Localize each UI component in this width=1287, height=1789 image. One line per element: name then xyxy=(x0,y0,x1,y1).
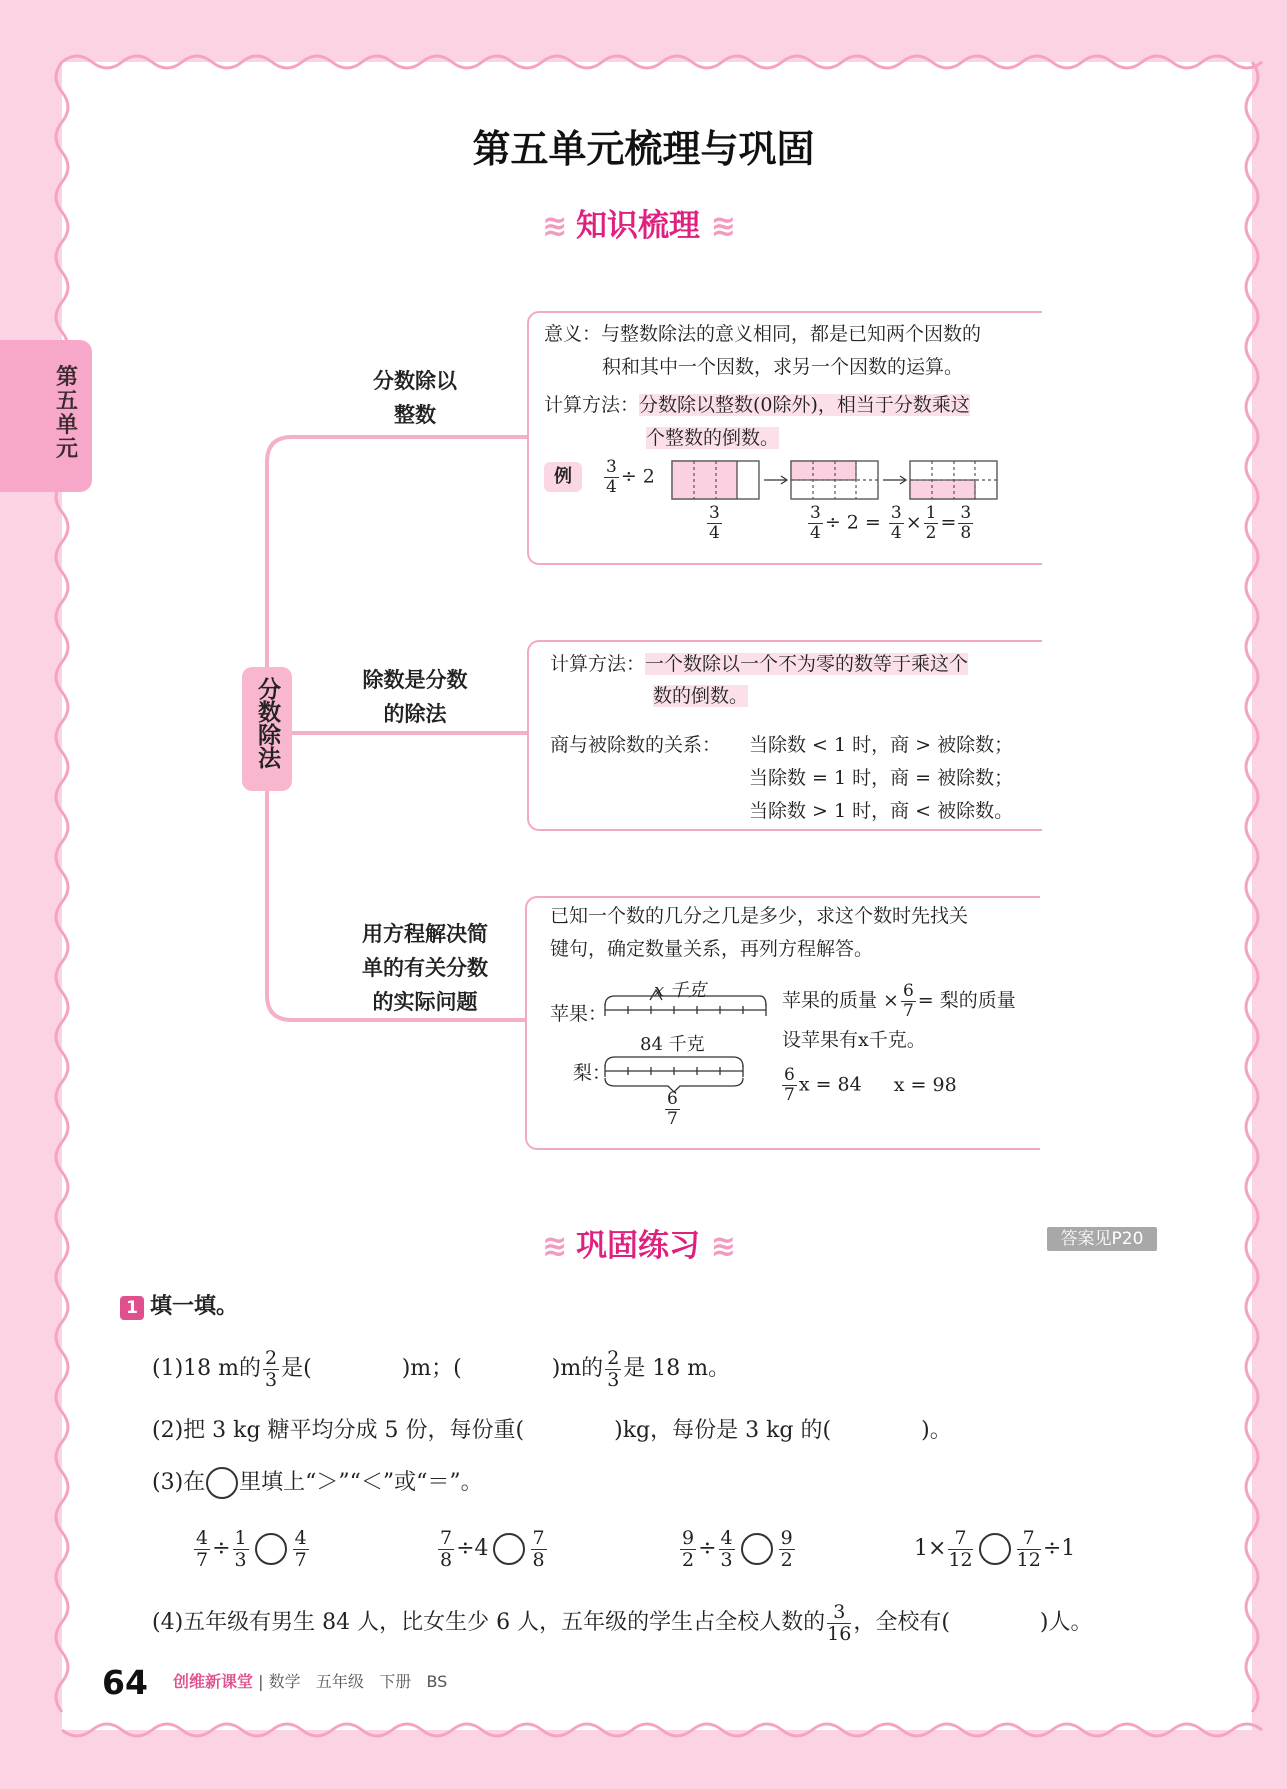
footer-separator: | xyxy=(258,1672,264,1691)
example-solution: $\frac{3}{4}$ ÷ 2 = $\frac{3}{4}$ × $\frac{1}{2}$ = $\frac{3}{8}$ xyxy=(810,503,972,543)
fraction: $\frac{9}{2}$ xyxy=(780,1526,793,1571)
fraction: $\frac{9}{2}$ xyxy=(682,1526,695,1571)
method-text: 分数除以整数(0除外)，相当于分数乘这 xyxy=(639,394,970,416)
branch3-equation: $\frac{6}{7}$ x = 84 x = 98 xyxy=(784,1065,957,1105)
branch3-let: 设苹果有x千克。 xyxy=(782,1029,926,1051)
fraction: $\frac{6}{7}$ xyxy=(902,981,914,1021)
branch1-method xyxy=(544,389,970,422)
compare-1: $\frac{4}{7}$ ÷ $\frac{1}{3}$ $\frac{4}{7}$ xyxy=(196,1526,307,1571)
fraction: $\frac{4}{7}$ xyxy=(294,1526,307,1571)
branch3-label-line: 单的有关分数 xyxy=(362,956,488,980)
compare-circle[interactable] xyxy=(979,1533,1011,1565)
fraction: $\frac{3}{4}$ xyxy=(890,503,902,543)
section-practice-label: 巩固练习 xyxy=(576,1228,700,1264)
example-op: ÷ 2 xyxy=(620,465,655,488)
branch1-meaning xyxy=(544,318,981,351)
footer-volume: 下册 xyxy=(379,1672,412,1691)
branch2-label xyxy=(330,663,500,731)
branch2-label-line: 的除法 xyxy=(383,702,447,726)
example-tag: 例 xyxy=(544,462,582,492)
question-2: (2)把 3 kg 糖平均分成 5 份，每份重( )kg，每份是 3 kg 的( )。 xyxy=(152,1418,952,1443)
wave-icon: ≋ xyxy=(710,1229,734,1264)
branch3-relation: 苹果的质量 × $\frac{6}{7}$ = 梨的质量 xyxy=(782,981,1016,1021)
bar-fraction-label xyxy=(705,504,724,543)
footer-subject: 数学 xyxy=(268,1672,301,1691)
branch2-method xyxy=(550,648,968,681)
relation-rule: 当除数 = 1 时，商 = 被除数； xyxy=(749,767,1014,789)
branch1-label-line: 整数 xyxy=(394,403,436,427)
compare-2: $\frac{7}{8}$ ÷4 $\frac{7}{8}$ xyxy=(440,1526,545,1571)
page-title: 第五单元梳理与巩固 xyxy=(472,127,815,171)
question-title: 填一填。 xyxy=(150,1294,239,1319)
fraction: $\frac{1}{3}$ xyxy=(234,1526,247,1571)
fraction: $\frac{4}{3}$ xyxy=(720,1526,733,1571)
question-3: (3)在 里填上“＞”“＜”或“＝”。 xyxy=(152,1460,483,1506)
wave-icon: ≋ xyxy=(542,209,566,244)
wave-icon: ≋ xyxy=(542,1229,566,1264)
question-number: 1 xyxy=(120,1296,144,1320)
section-knowledge-heading xyxy=(438,200,838,245)
relation-label: 商与被除数的关系： xyxy=(550,734,722,756)
fraction: $\frac{3}{4}$ xyxy=(709,503,720,543)
fraction: $\frac{1}{2}$ xyxy=(925,503,937,543)
relation-rule: 当除数 < 1 时，商 > 被除数； xyxy=(749,734,1014,756)
answer-reference: 答案见P20 xyxy=(1047,1227,1157,1251)
method-label: 计算方法： xyxy=(544,394,640,416)
compare-circle[interactable] xyxy=(741,1533,773,1565)
branch2-label-line: 除数是分数 xyxy=(362,668,468,692)
method-text-cont: 个整数的倒数。 xyxy=(646,427,780,449)
footer-brand: 创维新课堂 xyxy=(173,1672,254,1691)
fraction: $\frac{3}{8}$ xyxy=(960,503,972,543)
footer-grade: 五年级 xyxy=(315,1672,364,1691)
branch3-desc: 键句，确定数量关系，再列方程解答。 xyxy=(550,938,874,960)
method-text-cont: 数的倒数。 xyxy=(653,685,749,707)
side-tab-label: 第五单元 xyxy=(55,365,78,462)
circle-icon xyxy=(206,1467,238,1499)
fraction: $\frac{3}{16}$ xyxy=(827,1600,852,1645)
example-expression xyxy=(602,458,655,497)
branch1-label-line: 分数除以 xyxy=(373,369,457,393)
page-number: 64 xyxy=(102,1662,148,1702)
compare-3: $\frac{9}{2}$ ÷ $\frac{4}{3}$ $\frac{9}{2}$ xyxy=(682,1526,793,1571)
wave-icon: ≋ xyxy=(710,209,734,244)
method-label: 计算方法： xyxy=(550,653,646,675)
meaning-label: 意义： xyxy=(544,323,602,345)
footer-edition: BS xyxy=(426,1672,448,1691)
fraction: $\frac{7}{12}$ xyxy=(948,1526,973,1571)
compare-circle[interactable] xyxy=(255,1533,287,1565)
fraction: $\frac{7}{8}$ xyxy=(532,1526,545,1571)
fraction: $\frac{6}{7}$ xyxy=(784,1065,795,1105)
root-node xyxy=(242,667,292,791)
section-practice-heading xyxy=(438,1220,838,1265)
fraction: $\frac{3}{4}$ xyxy=(810,503,821,543)
fraction: $\frac{3}{4}$ xyxy=(606,457,617,497)
section-knowledge-label: 知识梳理 xyxy=(576,208,700,244)
pear-label: 梨： xyxy=(573,1062,612,1084)
question-4: (4)五年级有男生 84 人，比女生少 6 人，五年级的学生占全校人数的 $\frac{3}{16}$ ，全校有( )人。 xyxy=(152,1600,1093,1645)
branch3-label xyxy=(340,917,510,1019)
fraction: $\frac{2}{3}$ xyxy=(607,1346,620,1391)
branch3-label-line: 用方程解决简 xyxy=(362,922,488,946)
compare-circle[interactable] xyxy=(493,1533,525,1565)
fraction: $\frac{7}{8}$ xyxy=(440,1526,453,1571)
footer xyxy=(102,1662,447,1703)
apple-label: 苹果： xyxy=(550,1003,608,1025)
compare-4: 1× $\frac{7}{12}$ $\frac{7}{12}$ ÷1 xyxy=(914,1526,1076,1571)
meaning-text-cont: 积和其中一个因数，求另一个因数的运算。 xyxy=(602,356,964,378)
meaning-text: 与整数除法的意义相同，都是已知两个因数的 xyxy=(601,323,982,345)
unit-side-tab xyxy=(0,340,92,492)
fraction: $\frac{2}{3}$ xyxy=(265,1346,278,1391)
fraction: $\frac{4}{7}$ xyxy=(196,1526,209,1571)
branch1-label xyxy=(330,364,500,432)
apple-quantity: x 千克 xyxy=(654,980,706,1001)
pear-fraction xyxy=(663,1090,682,1129)
root-node-label: 分数除法 xyxy=(254,677,280,769)
fraction: $\frac{7}{12}$ xyxy=(1016,1526,1041,1571)
branch3-label-line: 的实际问题 xyxy=(372,990,478,1014)
fraction: $\frac{6}{7}$ xyxy=(667,1089,678,1129)
relation-rule: 当除数 > 1 时，商 < 被除数。 xyxy=(749,800,1014,822)
question-1: (1)18 m的 $\frac{2}{3}$ 是( )m；( )m的 $\frac{2}{3}$ 是 18 m。 xyxy=(152,1346,731,1391)
branch3-desc: 已知一个数的几分之几是多少，求这个数时先找关 xyxy=(550,905,969,927)
pear-quantity: 84 千克 xyxy=(640,1034,705,1055)
method-text: 一个数除以一个不为零的数等于乘这个 xyxy=(645,653,969,675)
